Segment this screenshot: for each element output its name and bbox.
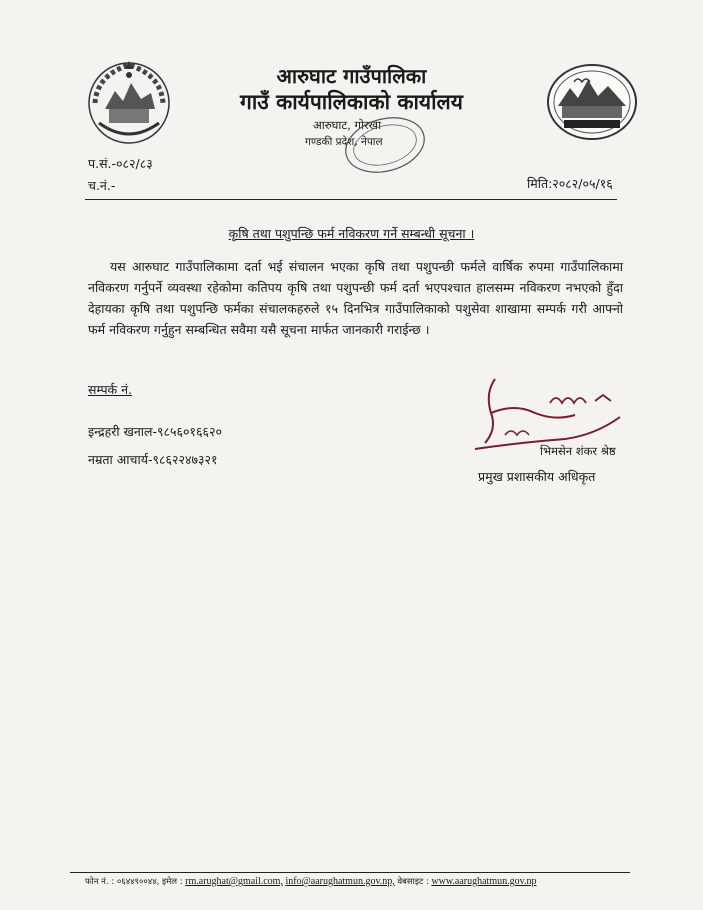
office-address: आरुघाट, गोरखा bbox=[313, 118, 382, 132]
footer-contact bbox=[85, 876, 536, 887]
signatory-name: भिमसेन शंकर श्रेष्ठ bbox=[540, 444, 616, 458]
office-stamp-icon bbox=[340, 115, 430, 175]
footer-email-link[interactable]: info@aarughatmun.gov.np, bbox=[285, 876, 395, 887]
reference-number: प.सं.-०८२/८३ bbox=[88, 156, 153, 171]
notice-body bbox=[88, 256, 623, 340]
signatory-title: प्रमुख प्रशासकीय अधिकृत bbox=[478, 469, 596, 484]
notice-subject bbox=[0, 225, 703, 242]
letter-date: मिति:२०८२/०५/१६ bbox=[527, 176, 613, 191]
footer-divider bbox=[70, 872, 630, 873]
notice-body-paragraph: यस आरुघाट गाउँपालिकामा दर्ता भई संचालन भएका कृषि तथा पशुपन्छी फर्मले वार्षिक रुपमा गाउँपालिकामा नविकरण गर्नुपर्ने व्यवस्था रहेकोमा कतिपय कृषि तथा पशुपन्छी फर्म दर्ता भएपश्चात हालसम्म नविकरण नभएको हुँदा देहायका कृषि तथा पशुपन्छि फर्मका संचालकहरुले १५ दिनभित्र गाउँपालिकाको पशुसेवा शाखामा सम्पर्क गरी आफ्नो फर्म नविकरण गर्नुहुन सम्बन्धित सवैमा यसै सूचना मार्फत जानकारी गराईन्छ । bbox=[88, 259, 623, 337]
footer-email-link[interactable]: rm.arughat@gmail.com, bbox=[185, 876, 283, 887]
footer-website-label: वेबसाइट : bbox=[397, 877, 429, 887]
office-province: गण्डकी प्रदेश, नेपाल bbox=[305, 136, 383, 148]
notice-subject-text: कृषि तथा पशुपन्छि फर्म नविकरण गर्ने सम्बन्धी सूचना । bbox=[228, 226, 475, 241]
office-title-line2: गाउँ कार्यपालिकाको कार्यालय bbox=[240, 90, 463, 114]
handwritten-signature bbox=[455, 373, 625, 453]
dispatch-number: च.नं.- bbox=[88, 178, 116, 193]
contact-item: नम्रता आचार्य-९८६२२४७३२१ bbox=[88, 452, 218, 467]
header-divider bbox=[85, 199, 617, 200]
footer-website-link[interactable]: www.aarughatmun.gov.np bbox=[431, 876, 537, 887]
contact-item: इन्द्रहरी खनाल-९८५६०१६६२० bbox=[88, 424, 222, 439]
office-title-line1: आरुघाट गाउँपालिका bbox=[276, 64, 427, 88]
footer-phone: फोन नं. : ०६४४९००४४, इमेल : bbox=[85, 877, 183, 887]
contact-heading: सम्पर्क नं. bbox=[88, 382, 133, 397]
